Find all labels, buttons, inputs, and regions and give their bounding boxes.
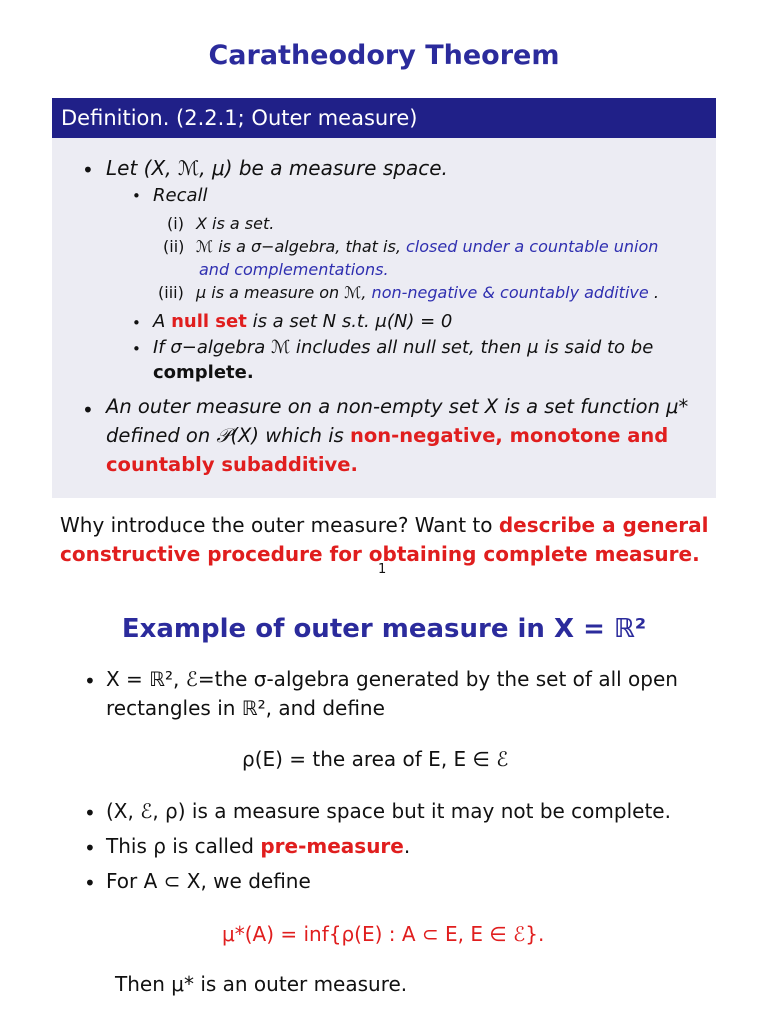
item-ii-a: ℳ is a σ−algebra, that is, bbox=[196, 237, 401, 256]
item-i-label: (i) bbox=[167, 214, 184, 233]
bullet-dot: • bbox=[84, 836, 96, 860]
b3-c: . bbox=[403, 834, 411, 858]
why-a: Why introduce the outer measure? Want to bbox=[60, 513, 493, 537]
bullet-dot: • bbox=[132, 314, 141, 332]
item-iii-b: non-negative & countably additive bbox=[371, 283, 649, 302]
item-ii-text bbox=[196, 237, 658, 256]
definition-box bbox=[52, 98, 716, 498]
b3-a: This ρ is called bbox=[106, 834, 254, 858]
outer-properties: non-negative, monotone and bbox=[350, 424, 669, 447]
example-bullet3 bbox=[106, 834, 410, 858]
bullet-dot: • bbox=[84, 871, 96, 895]
outer-measure-line1: An outer measure on a non-empty set X is a set function μ* bbox=[106, 395, 689, 418]
item-ii-b: closed under a countable union bbox=[406, 237, 659, 256]
outer-measure-line3: countably subadditive. bbox=[106, 453, 358, 476]
item-ii-c: and complementations. bbox=[199, 260, 389, 279]
bullet-measure-space: Let (X, ℳ, μ) be a measure space. bbox=[106, 156, 448, 180]
item-iii-label: (iii) bbox=[158, 283, 184, 302]
example-bullet4: For A ⊂ X, we define bbox=[106, 869, 311, 893]
item-iii-c: . bbox=[653, 283, 659, 302]
area-formula: ρ(E) = the area of E, E ∈ ℰ bbox=[242, 747, 509, 771]
bullet-dot: • bbox=[82, 398, 94, 422]
null-set-line bbox=[153, 311, 452, 332]
item-i-text: X is a set. bbox=[196, 214, 275, 233]
bullet-dot: • bbox=[132, 340, 141, 358]
bullet-dot: • bbox=[132, 187, 141, 205]
slide-title: Caratheodory Theorem bbox=[208, 40, 560, 71]
item-iii-text bbox=[196, 283, 659, 302]
example-bullet1-line1: X = ℝ², ℰ=the σ-algebra generated by the set of all open bbox=[106, 667, 678, 691]
example-bullet1-line2: rectangles in ℝ², and define bbox=[106, 696, 385, 720]
bullet-dot: • bbox=[84, 801, 96, 825]
bullet-dot: • bbox=[82, 158, 94, 182]
complete-line: If σ−algebra ℳ includes all null set, then μ is said to be bbox=[153, 337, 654, 358]
outer-measure-formula: μ*(A) = inf{ρ(E) : A ⊂ E, E ∈ ℰ}. bbox=[222, 922, 545, 946]
null-set-term: null set bbox=[171, 311, 247, 332]
null-c: is a set N s.t. μ(N) = 0 bbox=[252, 311, 453, 332]
outer-b: defined on 𝒫(X) which is bbox=[106, 424, 344, 447]
definition-header: Definition. (2.2.1; Outer measure) bbox=[52, 98, 716, 138]
complete-term: complete. bbox=[153, 362, 254, 383]
slide2-title: Example of outer measure in X = ℝ² bbox=[121, 614, 647, 644]
bullet-dot: • bbox=[84, 669, 96, 693]
item-ii-label: (ii) bbox=[163, 237, 185, 256]
why-line1 bbox=[60, 513, 708, 537]
why-b: describe a general bbox=[498, 513, 709, 537]
page-number: 1 bbox=[378, 562, 387, 577]
closing-line: Then μ* is an outer measure. bbox=[115, 972, 408, 996]
recall-label: Recall bbox=[153, 185, 208, 206]
outer-measure-line2 bbox=[106, 424, 668, 447]
why-line2: constructive procedure for obtaining complete measure. bbox=[60, 542, 700, 566]
null-a: A bbox=[153, 311, 166, 332]
item-iii-a: μ is a measure on ℳ, bbox=[196, 283, 367, 302]
example-bullet2: (X, ℰ, ρ) is a measure space but it may not be complete. bbox=[106, 799, 671, 823]
pre-measure-term: pre-measure bbox=[260, 834, 404, 858]
